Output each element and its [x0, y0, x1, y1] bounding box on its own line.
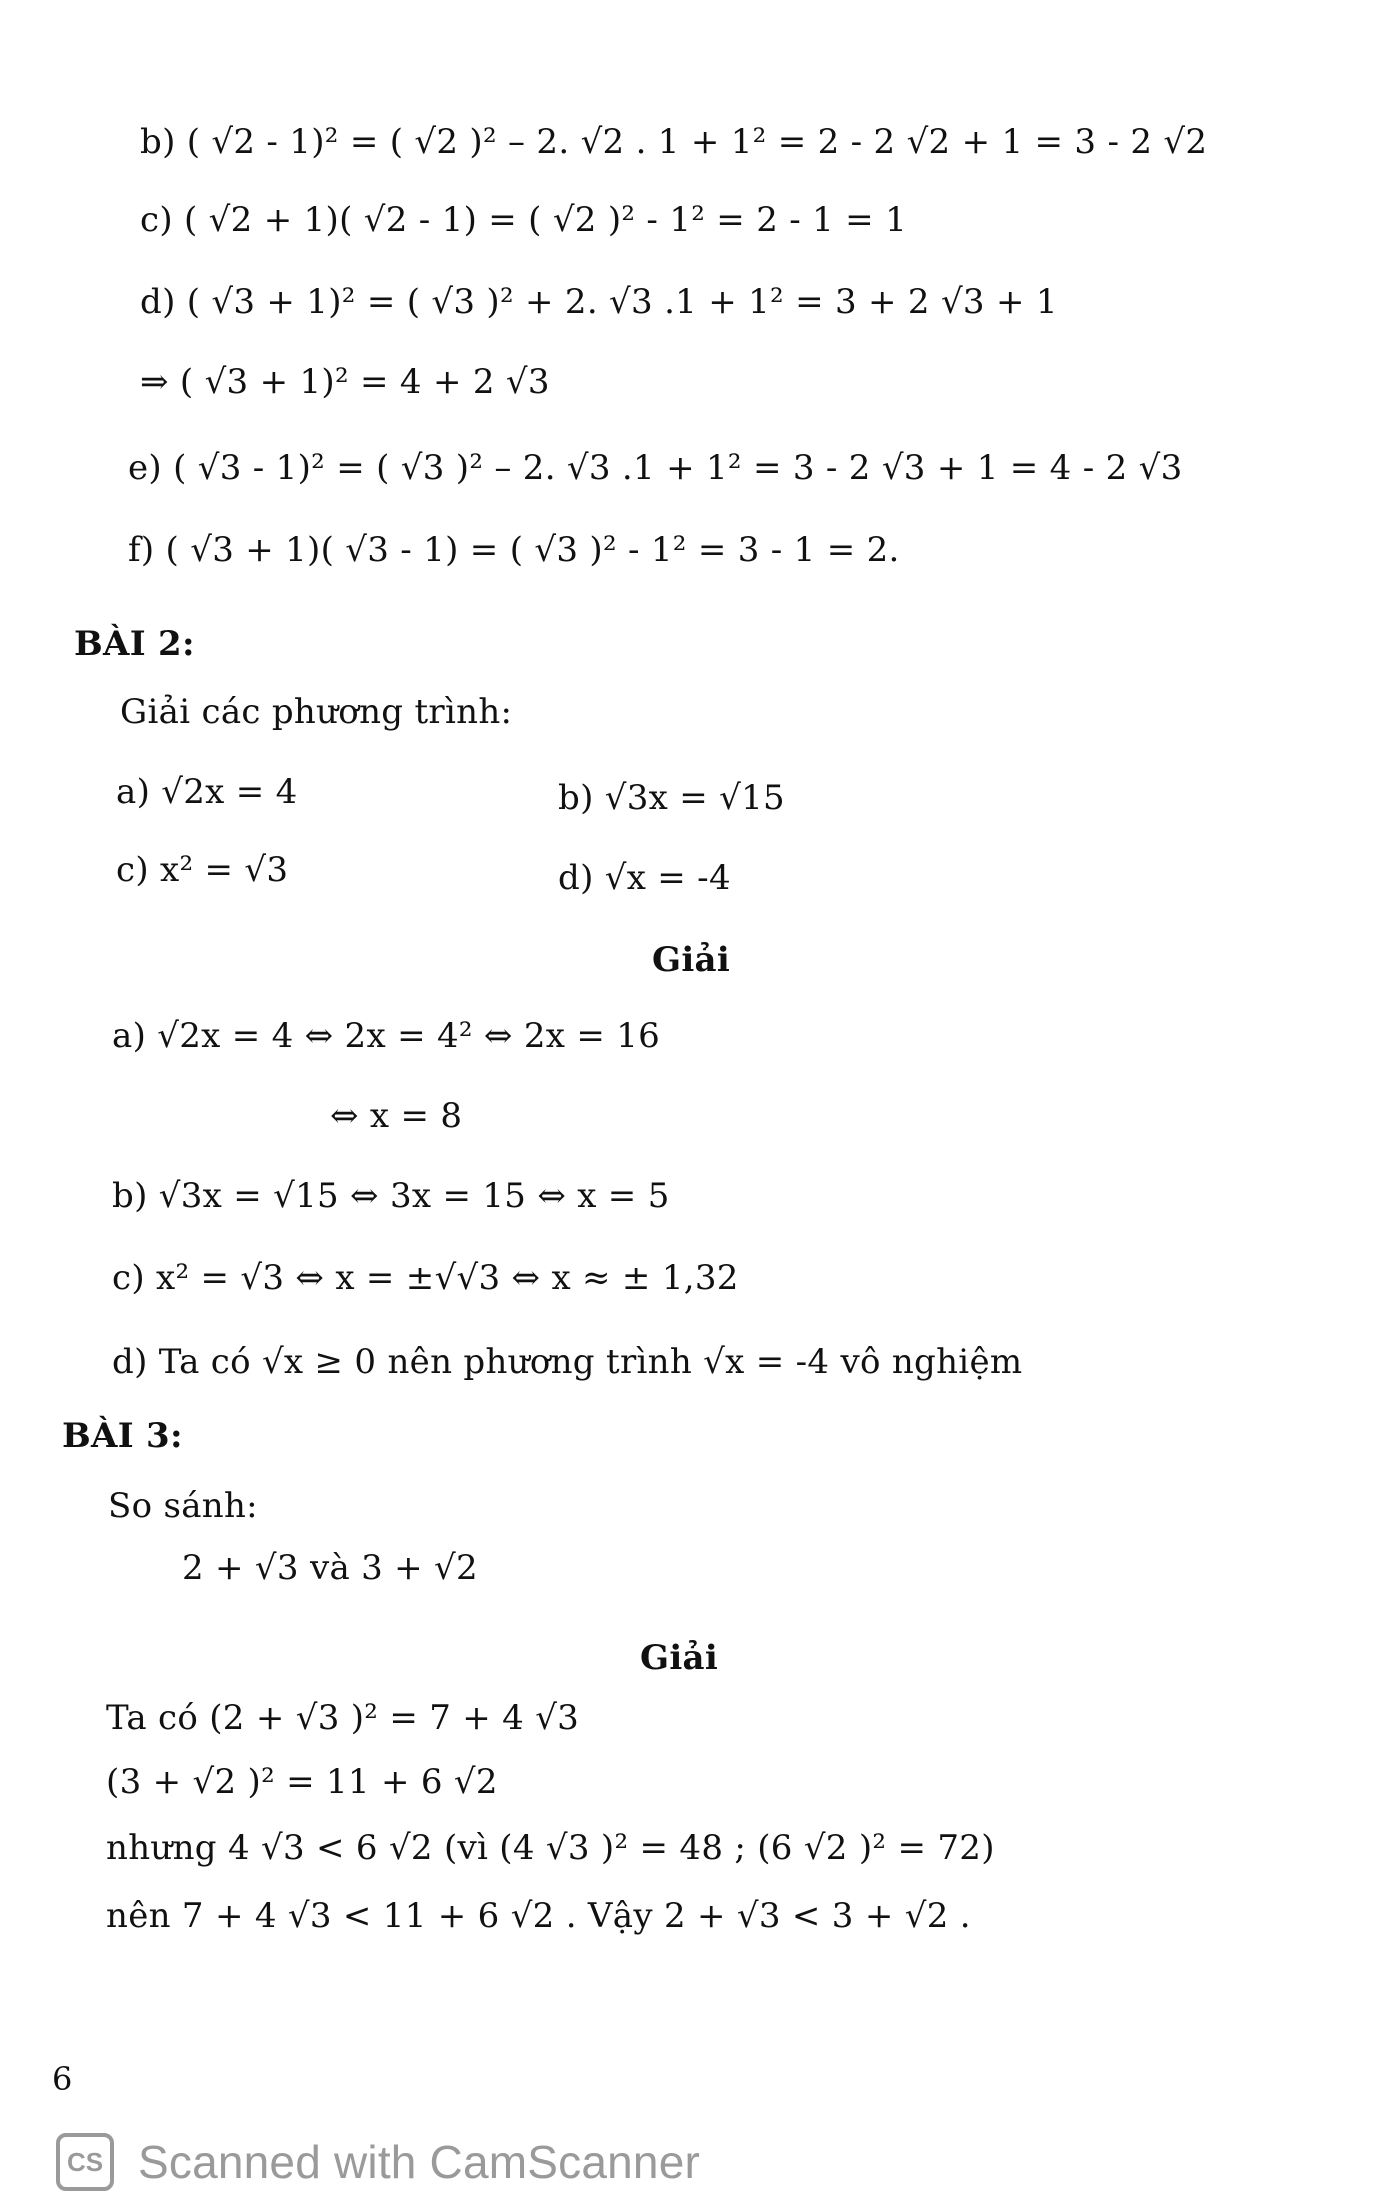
heading-bai-3: BÀI 3:: [62, 1416, 183, 1456]
bai2-solution-heading: Giải: [652, 940, 731, 980]
line-bai1-c: c) ( √2 + 1)( √2 - 1) = ( √2 )² - 1² = 2 - 1 = 1: [140, 200, 907, 240]
bai2-solution-a-result: ⇔ x = 8: [330, 1096, 463, 1136]
bai2-equation-d: d) √x = -4: [558, 858, 731, 898]
bai3-solution-line-2: (3 + √2 )² = 11 + 6 √2: [106, 1762, 498, 1802]
bai2-solution-c: c) x² = √3 ⇔ x = ±√√3 ⇔ x ≈ ± 1,32: [112, 1258, 739, 1298]
bai2-solution-a: a) √2x = 4 ⇔ 2x = 4² ⇔ 2x = 16: [112, 1016, 661, 1056]
camscanner-text: Scanned with CamScanner: [138, 2136, 701, 2188]
bai3-expression: 2 + √3 và 3 + √2: [182, 1548, 478, 1588]
bai3-instruction: So sánh:: [108, 1486, 258, 1526]
camscanner-watermark: [56, 2130, 700, 2194]
line-bai1-d: d) ( √3 + 1)² = ( √3 )² + 2. √3 .1 + 1² = 3 + 2 √3 + 1: [140, 282, 1058, 322]
bai3-solution-heading: Giải: [640, 1638, 719, 1678]
heading-bai-2: BÀI 2:: [74, 624, 195, 664]
line-bai1-e: e) ( √3 - 1)² = ( √3 )² – 2. √3 .1 + 1² = 3 - 2 √3 + 1 = 4 - 2 √3: [128, 448, 1183, 488]
bai3-solution-line-1: Ta có (2 + √3 )² = 7 + 4 √3: [106, 1698, 580, 1738]
line-bai1-f: f) ( √3 + 1)( √3 - 1) = ( √3 )² - 1² = 3 - 1 = 2.: [128, 530, 900, 570]
bai2-equation-b: b) √3x = √15: [558, 778, 785, 818]
bai2-solution-d: d) Ta có √x ≥ 0 nên phương trình √x = -4 vô nghiệm: [112, 1342, 1023, 1382]
camscanner-logo-icon: CS: [56, 2133, 114, 2191]
bai2-instruction: Giải các phương trình:: [120, 692, 513, 732]
bai2-equation-c: c) x² = √3: [116, 850, 289, 890]
bai2-solution-b: b) √3x = √15 ⇔ 3x = 15 ⇔ x = 5: [112, 1176, 670, 1216]
line-bai1-b: b) ( √2 - 1)² = ( √2 )² – 2. √2 . 1 + 1² = 2 - 2 √2 + 1 = 3 - 2 √2: [140, 122, 1208, 162]
bai3-solution-line-3: nhưng 4 √3 < 6 √2 (vì (4 √3 )² = 48 ; (6 √2 )² = 72): [106, 1828, 995, 1868]
line-bai1-d-result: ⇒ ( √3 + 1)² = 4 + 2 √3: [140, 362, 550, 402]
bai3-solution-line-4: nên 7 + 4 √3 < 11 + 6 √2 . Vậy 2 + √3 < 3 + √2 .: [106, 1896, 971, 1936]
bai2-equation-a: a) √2x = 4: [116, 772, 298, 812]
page-number: 6: [52, 2060, 73, 2098]
